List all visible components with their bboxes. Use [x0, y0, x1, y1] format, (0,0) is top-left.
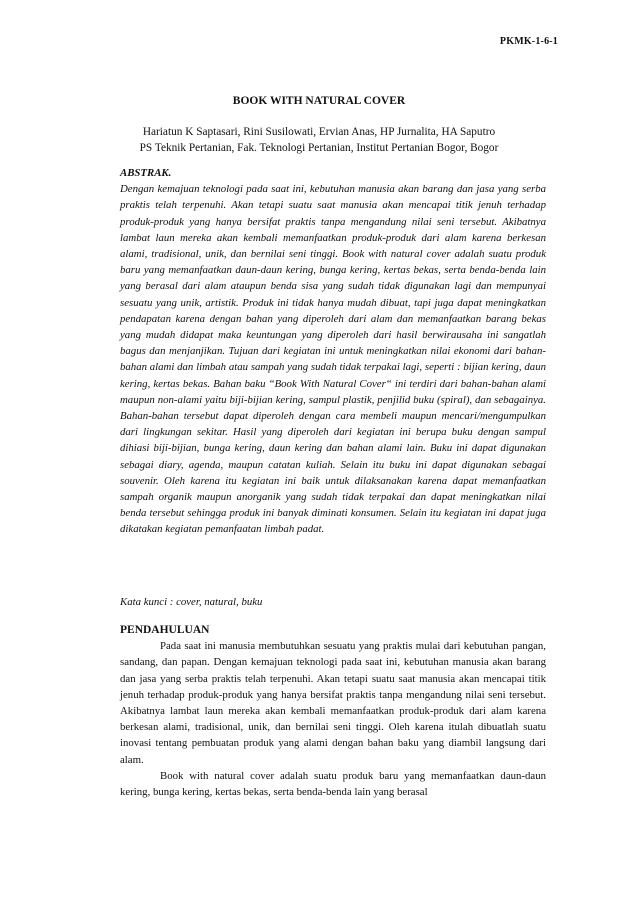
keywords: Kata kunci : cover, natural, buku [120, 596, 263, 608]
introduction-paragraph-2: Book with natural cover adalah suatu produk baru yang memanfaatkan daun-daun kering, bunga kering, kertas bekas, serta benda-benda lain yang berasal [120, 769, 546, 799]
document-code: PKMK-1-6-1 [499, 36, 558, 47]
introduction-section [120, 622, 546, 800]
abstract-heading: ABSTRAK. [120, 167, 172, 179]
author-affiliation: PS Teknik Pertanian, Fak. Teknologi Pertanian, Institut Pertanian Bogor, Bogor [139, 142, 499, 154]
author-names: Hariatun K Saptasari, Rini Susilowati, Ervian Anas, HP Jurnalita, HA Saputro [142, 126, 496, 138]
author-block [0, 124, 638, 156]
abstract-body: Dengan kemajuan teknologi pada saat ini, kebutuhan manusia akan barang dan jasa yang serba praktis telah terpenuhi. Akan tetapi suatu saat manusia akan mencapai titik jenuh terhadap produk-produk yang hanya bersifat praktis tanpa mengandung nilai seni tersebut. Akibatnya lambat laun mereka akan kembali memanfaatkan produk-produk dari alam karena berkesan alami, tradisional, unik, dan bernilai seni tinggi. Book with natural cover adalah suatu produk baru yang memanfaatkan daun-daun kering, bunga kering, kertas bekas, serta benda-benda lain yang berasal dari alam ataupun benda sisa yang sudah tidak digunakan lagi dan mempunyai sesuatu yang unik, artistik. Produk ini tidak hanya mudah dibuat, tapi juga dapat meningkatkan pendapatan karena dengan bahan yang diperoleh dari alam dan memanfaatkan barang bekas yang mudah didapat maka keuntungan yang diperoleh dari hasil berwirausaha ini sangatlah bagus dan menjanjikan. Tujuan dari kegiatan ini untuk meningkatkan nilai ekonomi dari bahan-bahan alami dan limbah atau sampah yang sudah tidak terpakai lagi, seperti : bijian kering, daun kering, kertas bekas. Bahan baku “Book With Natural Cover“ ini terdiri dari bahan-bahan alami maupun non-alami yaitu biji-bijian kering, sampul plastik, penjilid buku (spiral), dan sebagainya. Bahan-bahan tersebut dapat diperoleh dengan cara membeli maupun mencari/mengumpulkan dari lingkungan sekitar. Hasil yang diperoleh dari kegiatan ini berupa buku dengan sampul dihiasi biji-bijian, bunga kering, daun kering dan bahan alami lain. Buku ini dapat digunakan sebagai diary, agenda, maupun catatan kuliah. Selain itu buku ini dapat digunakan sebagai souvenir. Oleh karena itu kegiatan ini baik untuk dilaksanakan karena dapat memanfaatkan sampah organik maupun anorganik yang sudah tidak terpakai dan dapat meningkatkan nilai benda tersebut sehingga produk ini banyak diminati konsumen. Selain itu kegiatan ini dapat juga dikatakan kegiatan pemanfaatan limbah padat. [120, 183, 546, 536]
introduction-heading: PENDAHULUAN [120, 624, 210, 636]
paper-title: BOOK WITH NATURAL COVER [232, 95, 406, 107]
introduction-paragraph-1: Pada saat ini manusia membutuhkan sesuatu yang praktis mulai dari kebutuhan pangan, sandang, dan papan. Dengan kemajuan teknologi pada saat ini, kebutuhan manusia akan barang dan jasa yang serba praktis telah terpenuhi. Akan tetapi suatu saat manusia akan mencapai titik jenuh terhadap produk-produk yang hanya bersifat praktis tanpa mengandung nilai seni tersebut. Akibatnya lambat laun mereka akan kembali memanfaatkan produk-produk dari alam karena berkesan alami, tradisional, unik, dan bernilai seni tinggi. Oleh karena itulah dibuatlah suatu inovasi tentang pembuatan produk yang alami dengan bahan baku yang diambil langsung dari alam. [120, 640, 546, 766]
abstract-section [120, 165, 546, 538]
